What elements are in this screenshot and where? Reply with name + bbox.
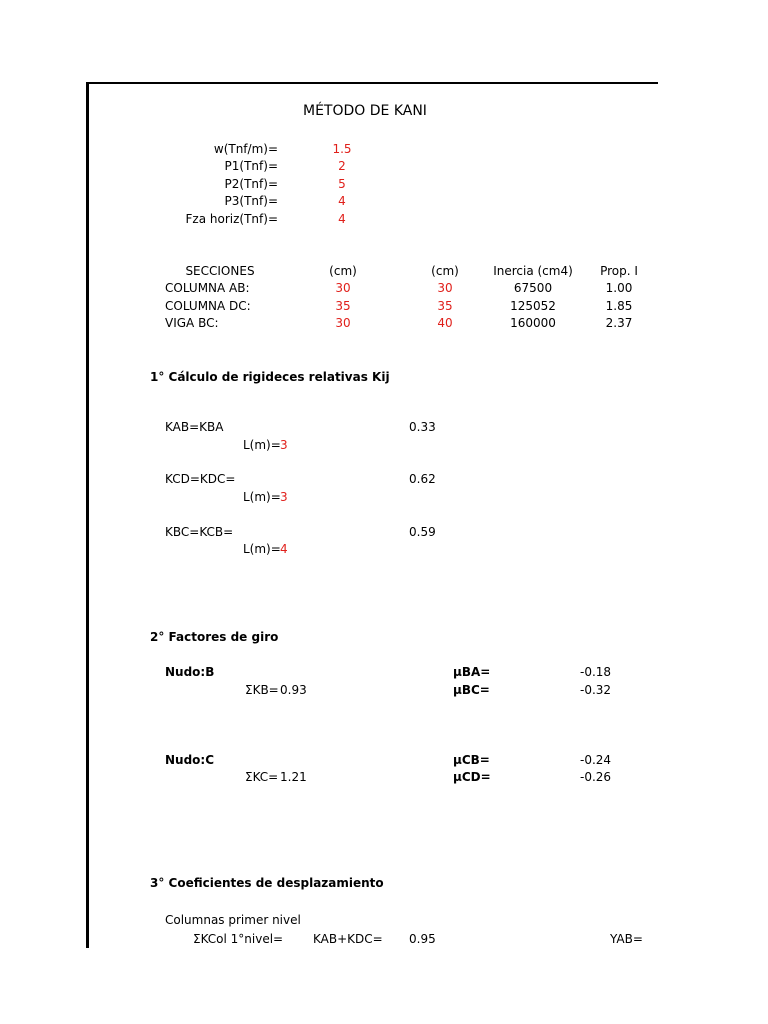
stiffness-value: 0.62 xyxy=(409,472,436,486)
sections-header-inertia: Inercia (cm4) xyxy=(493,264,573,278)
load-value-p3[interactable]: 4 xyxy=(338,194,346,208)
node-sum-label: ΣKC= xyxy=(245,770,279,784)
step3-heading: 3° Coeficientes de desplazamiento xyxy=(150,876,384,890)
mu-value: -0.24 xyxy=(580,753,612,767)
section-row-h[interactable]: 35 xyxy=(437,299,453,313)
page-title: MÉTODO DE KANI xyxy=(303,103,427,119)
section-row-b[interactable]: 35 xyxy=(335,299,351,313)
load-label-horiz: Fza horiz(Tnf)= xyxy=(185,212,278,226)
section-row-h[interactable]: 40 xyxy=(437,316,453,330)
load-value-p2[interactable]: 5 xyxy=(338,177,346,191)
length-label: L(m)= xyxy=(243,542,281,556)
mu-label: μCD= xyxy=(453,770,491,784)
node-sum-value: 1.21 xyxy=(280,770,307,784)
step3-subheading: Columnas primer nivel xyxy=(165,913,301,927)
sheet-top-border xyxy=(86,82,658,84)
stiffness-value: 0.59 xyxy=(409,525,436,539)
mu-value: -0.32 xyxy=(580,683,612,697)
length-label: L(m)= xyxy=(243,438,281,452)
section-row-prop: 1.85 xyxy=(605,299,633,313)
stiffness-label: KBC=KCB= xyxy=(165,525,234,539)
load-label-w: w(Tnf/m)= xyxy=(213,142,278,156)
load-label-p1: P1(Tnf)= xyxy=(224,159,278,173)
section-row-name: COLUMNA AB: xyxy=(165,281,250,295)
sections-header-name: SECCIONES xyxy=(185,264,255,278)
section-row-b[interactable]: 30 xyxy=(335,316,351,330)
step1-heading: 1° Cálculo de rigideces relativas Kij xyxy=(150,370,390,384)
stiffness-label: KAB=KBA xyxy=(165,420,224,434)
section-row-inertia: 67500 xyxy=(513,281,553,295)
length-value[interactable]: 3 xyxy=(280,490,288,504)
step2-heading: 2° Factores de giro xyxy=(150,630,279,644)
stiffness-label: KCD=KDC= xyxy=(165,472,236,486)
load-value-w[interactable]: 1.5 xyxy=(332,142,352,156)
length-value[interactable]: 3 xyxy=(280,438,288,452)
sheet-left-border xyxy=(86,82,89,948)
section-row-name: COLUMNA DC: xyxy=(165,299,251,313)
section-row-prop: 1.00 xyxy=(605,281,633,295)
section-row-h[interactable]: 30 xyxy=(437,281,453,295)
mu-label: μBC= xyxy=(453,683,490,697)
column-stiffness-sum-value: 0.95 xyxy=(409,932,436,946)
length-value[interactable]: 4 xyxy=(280,542,288,556)
section-row-inertia: 160000 xyxy=(510,316,556,330)
node-label: Nudo:B xyxy=(165,665,215,679)
stiffness-value: 0.33 xyxy=(409,420,436,434)
column-stiffness-formula: KAB+KDC= xyxy=(313,932,383,946)
section-row-prop: 2.37 xyxy=(605,316,633,330)
sections-header-b: (cm) xyxy=(329,264,357,278)
section-row-inertia: 125052 xyxy=(510,299,556,313)
node-sum-label: ΣKB= xyxy=(245,683,279,697)
section-row-name: VIGA BC: xyxy=(165,316,219,330)
load-value-p1[interactable]: 2 xyxy=(338,159,346,173)
mu-label: μCB= xyxy=(453,753,490,767)
section-row-b[interactable]: 30 xyxy=(335,281,351,295)
mu-value: -0.26 xyxy=(580,770,612,784)
mu-label: μBA= xyxy=(453,665,491,679)
length-label: L(m)= xyxy=(243,490,281,504)
node-sum-value: 0.93 xyxy=(280,683,307,697)
load-label-p2: P2(Tnf)= xyxy=(224,177,278,191)
sections-header-h: (cm) xyxy=(431,264,459,278)
mu-value: -0.18 xyxy=(580,665,612,679)
load-label-p3: P3(Tnf)= xyxy=(224,194,278,208)
sections-header-prop: Prop. I xyxy=(600,264,638,278)
node-label: Nudo:C xyxy=(165,753,215,767)
load-value-horiz[interactable]: 4 xyxy=(338,212,346,226)
gamma-ab-label: YAB= xyxy=(610,932,643,946)
column-stiffness-sum-label: ΣKCol 1°nivel= xyxy=(193,932,284,946)
